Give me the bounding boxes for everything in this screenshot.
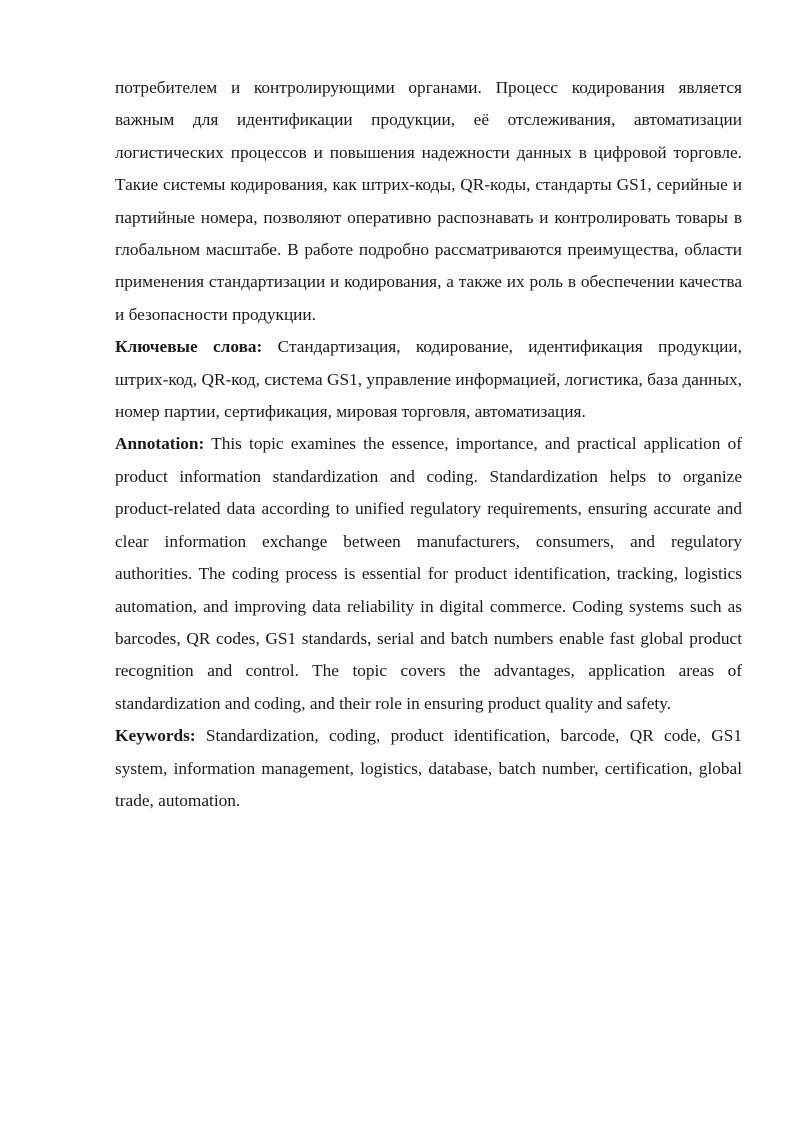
russian-keywords xyxy=(115,331,742,428)
document-page xyxy=(115,72,742,817)
english-keywords xyxy=(115,720,742,817)
keywords-label: Keywords: xyxy=(115,726,196,746)
english-annotation xyxy=(115,428,742,720)
annotation-label: Annotation: xyxy=(115,434,205,454)
annotation-text: This topic examines the essence, importance, and practical application of product information standardization and coding. Standardization helps to organize product-related data according to unified regulatory requirements, ensuring accurate and clear information exchange between manufacturers, consumers, and regulatory authorities. The coding process is essential for product identification, tracking, logistics automation, and improving data reliability in digital commerce. Coding systems such as barcodes, QR codes, GS1 standards, serial and batch numbers enable fast global product recognition and control. The topic covers the advantages, application areas of standardization and coding, and their role in ensuring product quality and safety. xyxy=(115,434,742,713)
russian-abstract-continuation: потребителем и контролирующими органами. Процесс кодирования является важным для идентификации продукции, её отслеживания, автоматизации логистических процессов и повышения надежности данных в цифровой торговле. Такие системы кодирования, как штрих-коды, QR-коды, стандарты GS1, серийные и партийные номера, позволяют оперативно распознавать и контролировать товары в глобальном масштабе. В работе подробно рассматриваются преимущества, области применения стандартизации и кодирования, а также их роль в обеспечении качества и безопасности продукции. xyxy=(115,78,742,324)
russian-keywords-label: Ключевые слова: xyxy=(115,337,263,357)
keywords-text: Standardization, coding, product identification, barcode, QR code, GS1 system, information management, logistics, database, batch number, certification, global trade, automation. xyxy=(115,726,742,810)
russian-keywords-text: Стандартизация, кодирование, идентификация продукции, штрих-код, QR-код, система GS1, управление информацией, логистика, база данных, номер партии, сертификация, мировая торговля, автоматизация. xyxy=(115,337,743,422)
